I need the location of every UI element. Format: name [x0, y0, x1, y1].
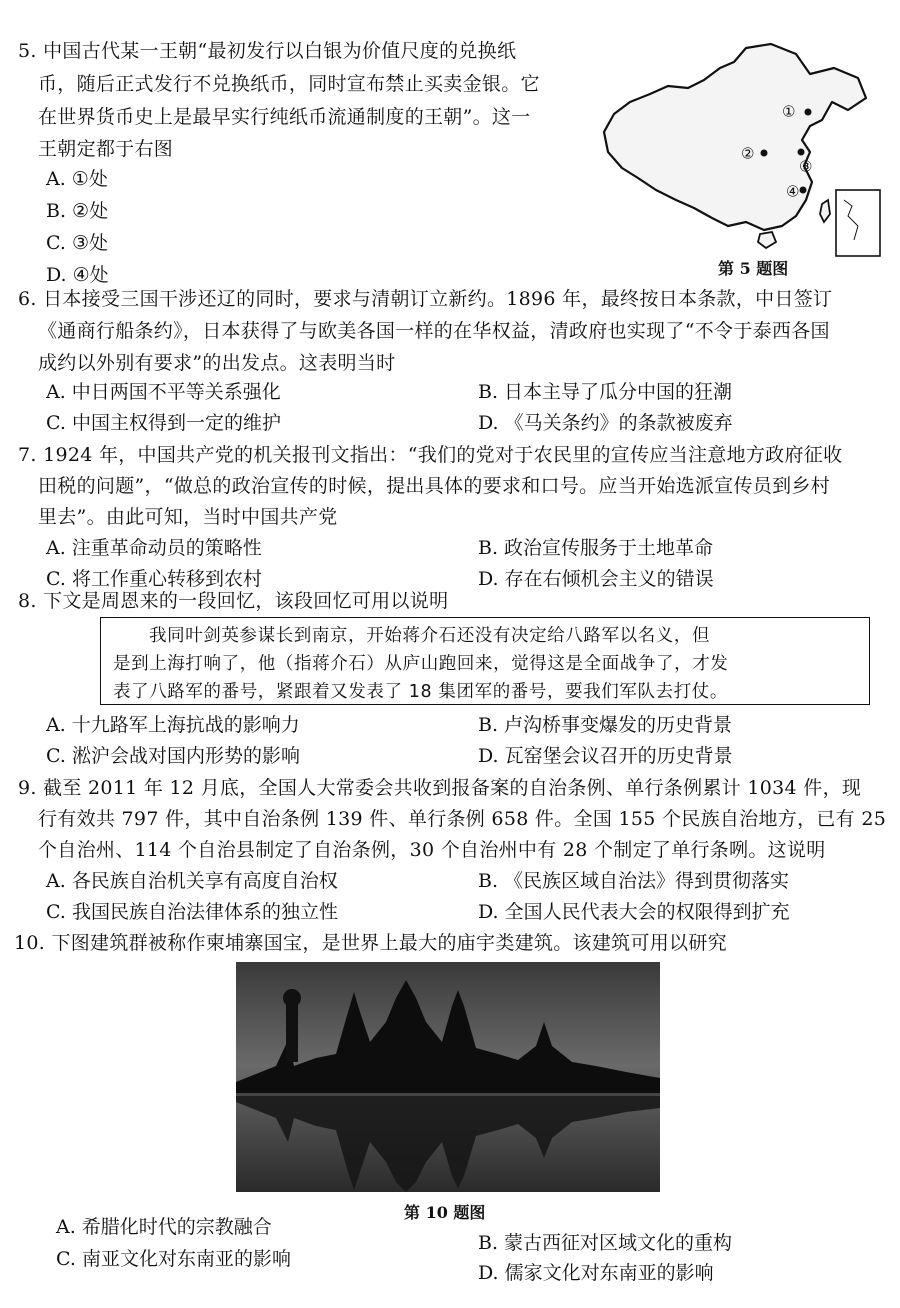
q5-line-1: 5. 中国古代某一王朝“最初发行以白银为价值尺度的兑换纸: [18, 40, 517, 62]
q6-option-c[interactable]: C. 中国主权得到一定的维护: [46, 412, 281, 434]
map-marker-4: ④: [786, 182, 800, 201]
q8-option-c[interactable]: C. 淞沪会战对国内形势的影响: [46, 745, 300, 767]
q7-line-1: 7. 1924 年，中国共产党的机关报刊文指出：“我们的党对于农民里的宣传应当注意地方政府征收: [18, 444, 843, 466]
quote-line-1: 我同叶剑英参谋长到南京，开始蒋介石还没有决定给八路军以名义，但: [149, 626, 711, 646]
q9-option-d[interactable]: D. 全国人民代表大会的权限得到扩充: [478, 901, 790, 923]
q9-line-3: 个自治州、114 个自治县制定了自治条例，30 个自治州中有 28 个制定了单行条咧。这说明: [38, 839, 826, 861]
map-caption: 第 5 题图: [718, 259, 789, 278]
china-map-figure: [596, 40, 886, 262]
q10-line-1: 10. 下图建筑群被称作柬埔寨国宝，是世界上最大的庙宇类建筑。该建筑可用以研究: [14, 932, 727, 954]
q5-option-a[interactable]: A. ①处: [46, 168, 108, 190]
q6-option-d[interactable]: D. 《马关条约》的条款被废弃: [478, 412, 733, 434]
marker-3-dot: [798, 149, 805, 156]
q9-option-a[interactable]: A. 各民族自治机关享有高度自治权: [46, 870, 338, 892]
marker-2-dot: [761, 150, 768, 157]
photo-caption: 第 10 题图: [404, 1203, 486, 1222]
q10-option-c[interactable]: C. 南亚文化对东南亚的影响: [56, 1248, 291, 1270]
angkor-silhouette: [236, 962, 660, 1192]
q5-line-2: 币，随后正式发行不兑换纸币，同时宣布禁止买卖金银。它: [38, 73, 540, 95]
marker-4-dot: [800, 187, 807, 194]
quote-line-3: 表了八路军的番号，紧跟着又发表了 18 集团军的番号，要我们军队去打仗。: [113, 682, 728, 702]
marker-1-dot: [805, 109, 812, 116]
q5-option-b[interactable]: B. ②处: [46, 200, 109, 222]
quote-line-2: 是到上海打响了，他（指蒋介石）从庐山跑回来，觉得这是全面战争了，才发: [113, 654, 729, 674]
q6-line-1: 6. 日本接受三国干涉还辽的同时，要求与清朝订立新约。1896 年，最终按日本条款，中日签订: [18, 288, 833, 310]
q5-line-3: 在世界货币史上是最早实行纯纸币流通制度的王朝”。这一: [38, 106, 531, 128]
map-marker-3: ③: [799, 157, 813, 176]
hainan-island: [758, 232, 776, 248]
q8-option-a[interactable]: A. 十九路军上海抗战的影响力: [46, 714, 300, 736]
q8-line-1: 8. 下文是周恩来的一段回忆，该段回忆可用以说明: [18, 590, 449, 612]
q9-option-b[interactable]: B. 《民族区域自治法》得到贯彻落实: [478, 870, 790, 892]
q7-option-d[interactable]: D. 存在右倾机会主义的错误: [478, 568, 714, 590]
q6-option-b[interactable]: B. 日本主导了瓜分中国的狂潮: [478, 381, 733, 403]
q10-option-a[interactable]: A. 希腊化时代的宗教融合: [56, 1216, 272, 1238]
q5-line-4: 王朝定都于右图: [38, 138, 174, 160]
q8-option-b[interactable]: B. 卢沟桥事变爆发的历史背景: [478, 714, 733, 736]
q9-option-c[interactable]: C. 我国民族自治法律体系的独立性: [46, 901, 338, 923]
south-sea-inset: [836, 190, 880, 256]
q5-option-c[interactable]: C. ③处: [46, 232, 108, 254]
q6-option-a[interactable]: A. 中日两国不平等关系强化: [46, 381, 281, 403]
q7-option-c[interactable]: C. 将工作重心转移到农村: [46, 568, 262, 590]
q10-option-d[interactable]: D. 儒家文化对东南亚的影响: [478, 1262, 714, 1284]
q6-line-2: 《通商行船条约》，日本获得了与欧美各国一样的在华权益，清政府也实现了“不令于泰西各国: [38, 320, 830, 342]
taiwan-island: [820, 200, 830, 222]
angkor-wat-photo: [236, 962, 660, 1192]
q7-line-3: 里去”。由此可知，当时中国共产党: [38, 506, 338, 528]
q5-option-d[interactable]: D. ④处: [46, 264, 109, 286]
q9-line-1: 9. 截至 2011 年 12 月底，全国人大常委会共收到报备案的自治条例、单行条例累计 1034 件，现: [18, 777, 862, 799]
q9-line-2: 行有效共 797 件，其中自治条例 139 件、单行条例 658 件。全国 155 个民族自治地方，已有 25: [38, 808, 887, 830]
q6-line-3: 成约以外别有要求”的出发点。这表明当时: [38, 352, 396, 374]
zhou-enlai-quote-box: [100, 617, 870, 705]
q10-option-b[interactable]: B. 蒙古西征对区域文化的重构: [478, 1232, 733, 1254]
map-marker-1: ①: [782, 102, 796, 121]
q7-option-b[interactable]: B. 政治宣传服务于土地革命: [478, 537, 714, 559]
q7-option-a[interactable]: A. 注重革命动员的策略性: [46, 537, 262, 559]
map-marker-2: ②: [741, 144, 755, 163]
q8-option-d[interactable]: D. 瓦窑堡会议召开的历史背景: [478, 745, 733, 767]
q7-line-2: 田税的问题”，“做总的政治宣传的时候，提出具体的要求和口号。应当开始选派宣传员到乡村: [38, 475, 831, 497]
